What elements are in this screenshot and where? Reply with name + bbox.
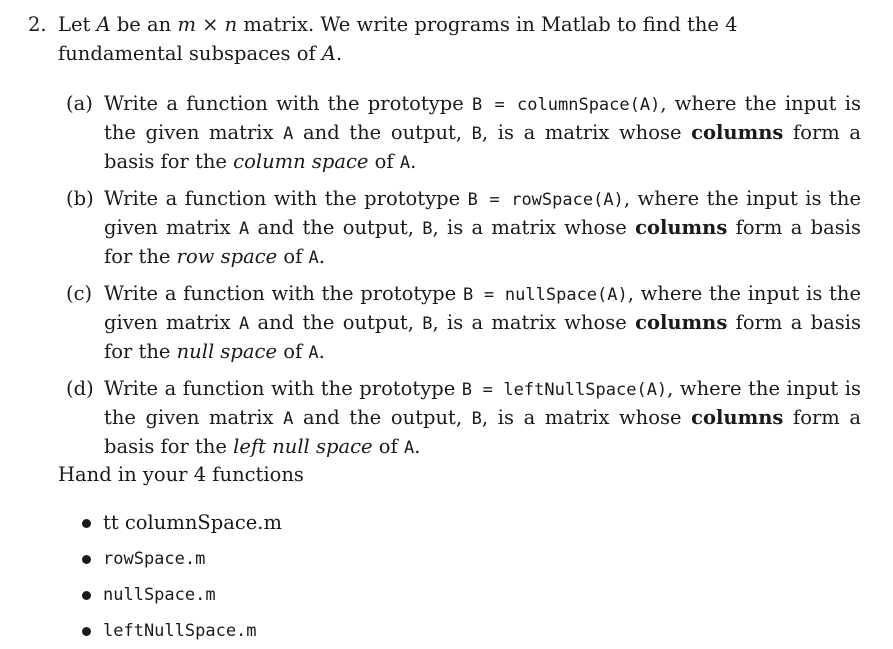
subproblem-label: (b) [66,187,94,210]
subproblem-d [66,375,861,462]
subproblem-c [66,280,861,367]
prototype-code: B = rowSpace(A) [467,190,624,210]
subproblem-text: Write a function with the prototype B = rowSpace(A), where the input is the given matrix A and the output, B, is a matrix whose columns form a basis for the row space of A. [104,187,861,268]
subproblem-text: Write a function with the prototype B = columnSpace(A), where the input is the given matrix A and the output, B, is a matrix whose columns form a basis for the column space of A. [104,92,862,173]
subproblem-text: Write a function with the prototype B = leftNullSpace(A), where the input is the given matrix A and the output, B, is a matrix whose columns form a basis for the left null space of A. [104,377,862,458]
prototype-code: B = nullSpace(A) [462,285,628,305]
file-name: rowSpace.m [103,549,206,569]
subproblem-a [66,90,861,177]
problem-statement [28,10,868,68]
problem-intro: Let A be an m × n matrix. We write programs in Matlab to find the 4 fundamental subspaces of A. [58,13,738,65]
subproblem-text: Write a function with the prototype B = nullSpace(A), where the input is the given matrix A and the output, B, is a matrix whose columns form a basis for the null space of A. [104,282,861,363]
list-item [82,505,282,541]
subproblem-label: (a) [66,92,93,115]
list-item [82,541,282,577]
list-item [82,577,282,613]
prototype-code: B = columnSpace(A) [472,95,661,115]
file-list [82,505,282,649]
subproblem-label: (d) [66,377,94,400]
bullet-icon [82,591,91,600]
subproblem-b [66,185,861,272]
bullet-icon [82,555,91,564]
file-name: nullSpace.m [103,585,216,605]
prototype-code: B = leftNullSpace(A) [461,380,668,400]
bullet-icon [82,519,91,528]
hand-in-instruction: Hand in your 4 functions [58,463,304,486]
file-name: leftNullSpace.m [103,621,257,641]
file-name: tt columnSpace.m [103,511,282,534]
bullet-icon [82,627,91,636]
subproblem-list [66,90,861,470]
problem-number: 2. [28,13,47,36]
subproblem-label: (c) [66,282,93,305]
